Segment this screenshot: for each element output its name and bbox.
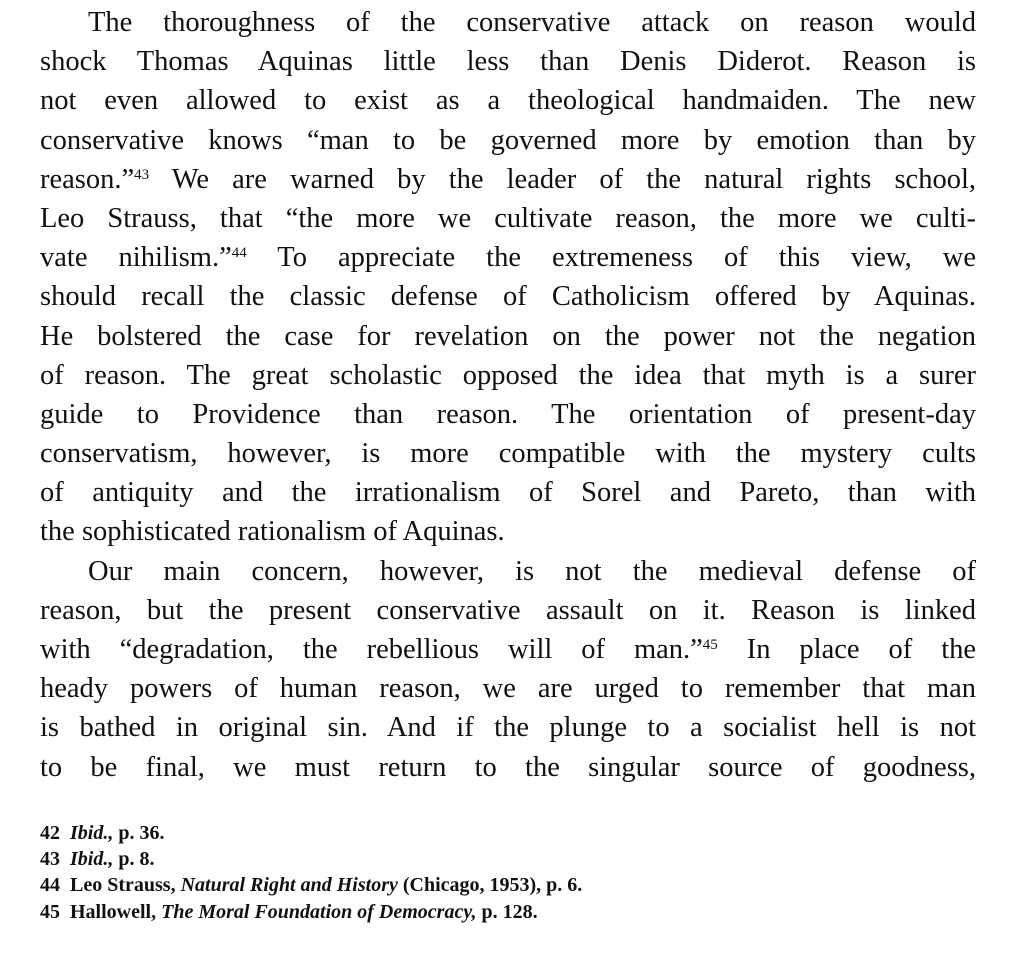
footnote-title: Natural Right and History xyxy=(180,874,398,897)
footnote-title: Ibid., xyxy=(70,822,114,844)
footnote-title: Ibid., xyxy=(70,848,114,871)
footnote-ref[interactable]: 43 xyxy=(134,166,150,183)
line-segment: vate nihilism.” xyxy=(40,242,232,274)
footnote-45 xyxy=(40,899,976,925)
footnote-citation: p. 8. xyxy=(113,848,155,871)
line-segment: with “degradation, the rebellious will of man.” xyxy=(40,634,703,665)
footnote-author: Leo Strauss, xyxy=(70,874,181,897)
footnote-43 xyxy=(40,846,976,872)
footnote-citation: (Chicago, 1953), p. 6. xyxy=(397,874,583,897)
text-line: guide to Providence than reason. The orientation of present-day xyxy=(40,398,976,430)
footnote-title: The Moral Foundation of Democracy, xyxy=(161,900,477,923)
footnote-number: 42 xyxy=(40,822,60,844)
text-line: of reason. The great scholastic opposed the idea that myth is a surer xyxy=(40,359,976,391)
text-line: conservatism, however, is more compatible with the mystery cults xyxy=(40,438,976,470)
footnote-44 xyxy=(40,872,976,898)
line-segment: To appreciate the extremeness of this view, we xyxy=(246,242,976,274)
body-text xyxy=(40,3,976,787)
line-segment: In place of the xyxy=(717,634,976,665)
text-line: is bathed in original sin. And if the plunge to a socialist hell is not xyxy=(40,712,976,744)
text-line: should recall the classic defense of Catholicism offered by Aquinas. xyxy=(40,281,976,313)
text-line: to be final, we must return to the singular source of goodness, xyxy=(40,751,976,783)
line-segment: We are warned by the leader of the natural rights school, xyxy=(149,163,976,195)
footnote-ref[interactable]: 44 xyxy=(231,245,247,262)
text-line: reason, but the present conservative assault on it. Reason is linked xyxy=(40,594,976,626)
text-line: shock Thomas Aquinas little less than Denis Diderot. Reason is xyxy=(40,46,976,78)
text-line: the sophisticated rationalism of Aquinas. xyxy=(40,516,505,548)
text-line: heady powers of human reason, we are urged to remember that man xyxy=(40,673,976,705)
text-line xyxy=(40,630,976,669)
paragraph-2 xyxy=(40,552,976,787)
text-line: not even allowed to exist as a theological handmaiden. The new xyxy=(40,85,976,117)
text-line: of antiquity and the irrationalism of Sorel and Pareto, than with xyxy=(40,477,976,509)
footnotes xyxy=(40,820,976,925)
footnote-number: 43 xyxy=(40,848,60,871)
text-line xyxy=(40,238,976,277)
footnote-citation: p. 128. xyxy=(476,900,538,923)
line-segment: reason.” xyxy=(40,163,135,195)
text-line xyxy=(40,160,976,199)
footnote-number: 44 xyxy=(40,874,60,897)
text-line: Our main concern, however, is not the medieval defense of xyxy=(88,555,976,587)
text-line: He bolstered the case for revelation on the power not the negation xyxy=(40,320,976,352)
footnote-42 xyxy=(40,820,976,846)
footnote-citation: p. 36. xyxy=(113,822,165,844)
paragraph-1 xyxy=(40,3,976,552)
footnote-ref[interactable]: 45 xyxy=(702,637,718,653)
text-line: Leo Strauss, that “the more we cultivate reason, the more we culti- xyxy=(40,202,976,234)
text-line: conservative knows “man to be governed more by emotion than by xyxy=(40,124,976,156)
footnote-number: 45 xyxy=(40,900,60,923)
footnote-author: Hallowell, xyxy=(70,900,162,923)
text-line: The thoroughness of the conservative attack on reason would xyxy=(88,7,976,38)
